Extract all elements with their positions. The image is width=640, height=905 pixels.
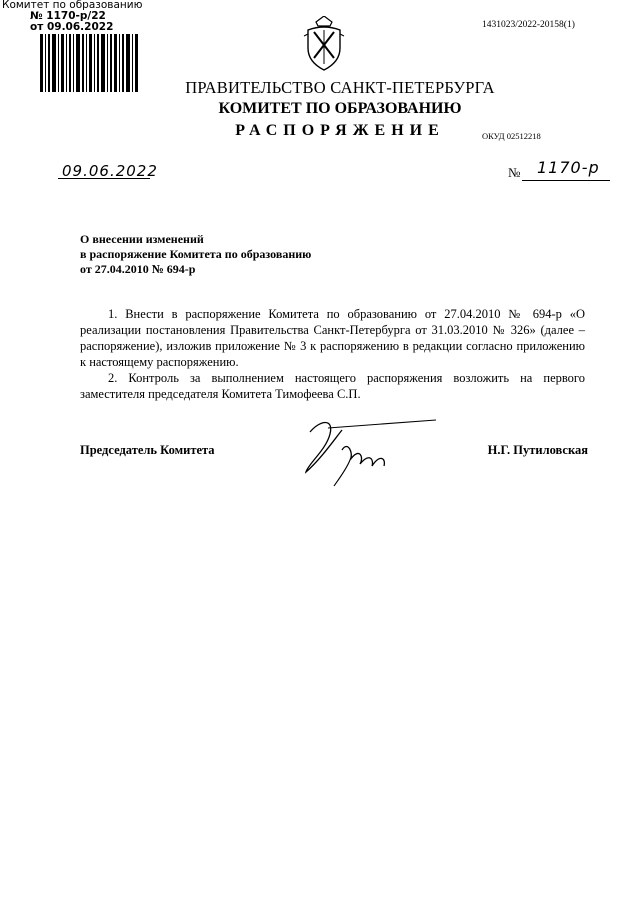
body-paragraph: 2. Контроль за выполнением настоящего распоряжения возложить на первого заместителя председателя Комитета Тимофеева С.П.	[80, 371, 585, 401]
handwritten-signature	[290, 410, 440, 490]
government-title: ПРАВИТЕЛЬСТВО САНКТ-ПЕТЕРБУРГА	[185, 78, 495, 97]
document-reference: 1431023/2022-20158(1)	[482, 20, 575, 30]
subject-line: О внесении изменений	[80, 232, 204, 246]
document-subject	[80, 232, 311, 277]
stamp-org: Комитет по образованию	[2, 0, 143, 11]
handwritten-number: 1170-р	[537, 158, 600, 177]
handwritten-date: 09.06.2022	[62, 162, 158, 180]
coat-of-arms-icon	[302, 16, 346, 72]
date-underline	[58, 178, 150, 179]
committee-title: КОМИТЕТ ПО ОБРАЗОВАНИЮ	[218, 100, 462, 117]
signatory-name: Н.Г. Путиловская	[487, 443, 588, 457]
number-underline	[522, 180, 610, 181]
body-paragraph: 1. Внести в распоряжение Комитета по образованию от 27.04.2010 № 694-р «О реализации постановления Правительства Санкт-Петербурга от 31.03.2010 № 326» (далее – распоряжение), изложив приложение № 3 к распоряжению в редакции согласно приложению к настоящему распоряжению.	[80, 307, 585, 369]
subject-line: от 27.04.2010 № 694-р	[80, 262, 196, 276]
stamp-number: № 1170-р/22	[30, 10, 106, 22]
document-body	[80, 306, 585, 402]
okud-code: ОКУД 02512218	[482, 131, 541, 141]
signatory-position: Председатель Комитета	[80, 443, 215, 457]
subject-line: в распоряжение Комитета по образованию	[80, 247, 312, 261]
number-label: №	[508, 165, 521, 180]
registration-stamp	[2, 0, 142, 33]
document-type: РАСПОРЯЖЕНИЕ	[235, 122, 445, 139]
stamp-date: от 09.06.2022	[30, 21, 114, 33]
